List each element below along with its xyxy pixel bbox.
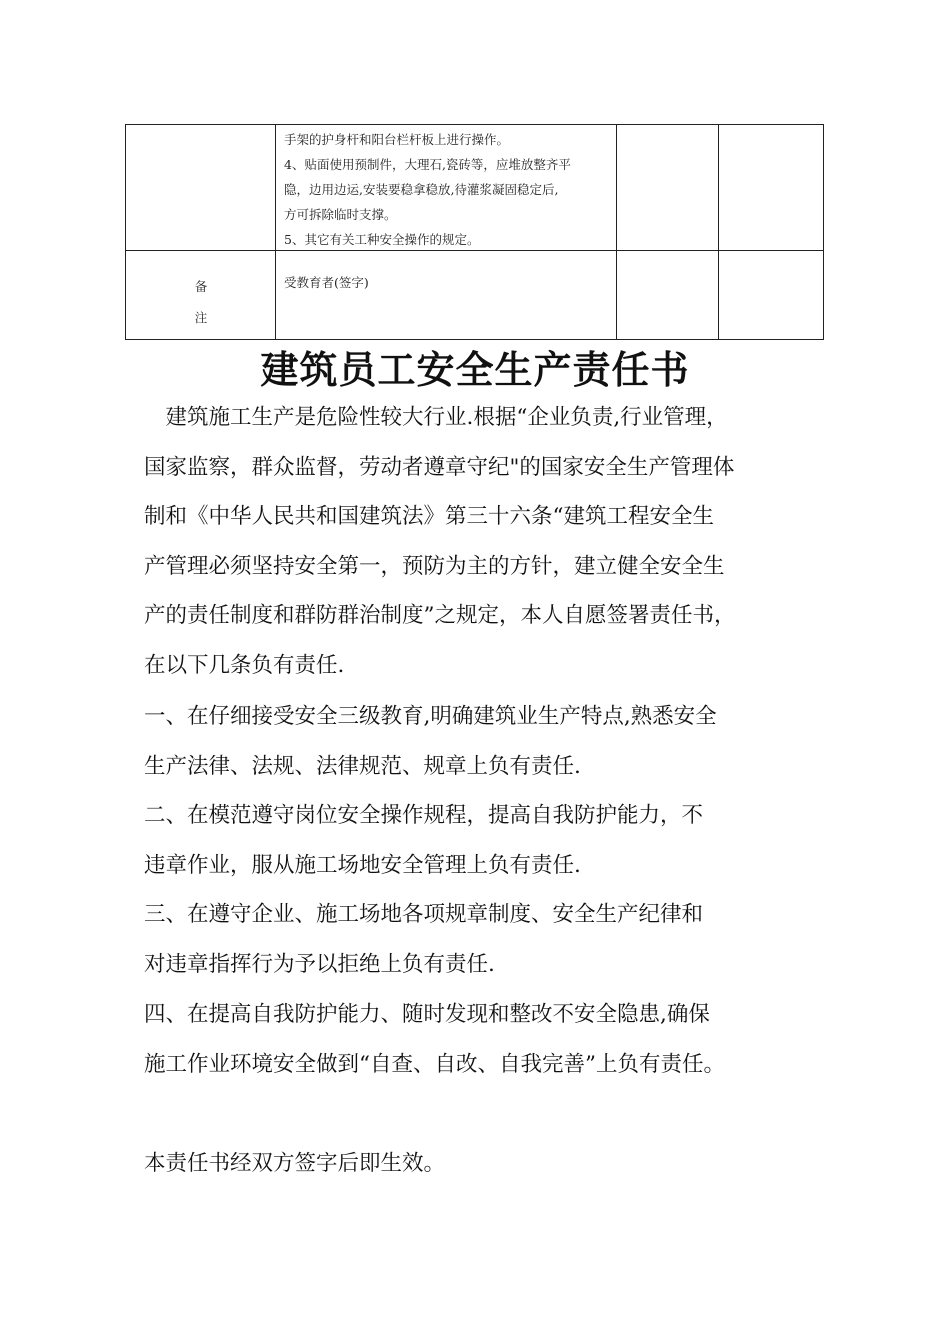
paragraph-line: 在以下几条负有责任. xyxy=(144,652,345,678)
table-text-line: 手架的护身杆和阳台栏杆板上进行操作。 xyxy=(284,132,510,147)
paragraph-line: 本责任书经双方签字后即生效。 xyxy=(144,1151,446,1176)
paragraph-line: 施工作业环境安全做到“自查、自改、自我完善”上负有责任。 xyxy=(144,1051,725,1077)
table-text-line: 隐，边用边运,安装要稳拿稳放,待灌浆凝固稳定后, xyxy=(284,182,559,197)
paragraph-line: 产的责任制度和群防群治制度”之规定，本人自愿签署责任书， xyxy=(144,603,736,628)
clause-three xyxy=(144,890,824,989)
effective-statement xyxy=(144,1139,824,1189)
clause-two xyxy=(144,791,824,890)
table-text-line: 方可拆除临时支撑。 xyxy=(284,207,397,222)
clause-four xyxy=(144,990,824,1089)
signature-cell xyxy=(284,270,614,295)
table-text-line: 4、贴面使用预制件，大理石,瓷砖等，应堆放整齐平 xyxy=(284,157,571,172)
paragraph-line: 四、在提高自我防护能力、随时发现和整改不安全隐患,确保 xyxy=(144,1002,710,1027)
signature-label: 受教育者(签字) xyxy=(284,275,369,290)
paragraph-line: 违章作业，服从施工场地安全管理上负有责任. xyxy=(144,852,581,878)
paragraph-line: 对违章指挥行为予以拒绝上负有责任. xyxy=(144,951,495,977)
paragraph-line: 二、在模范遵守岗位安全操作规程，提高自我防护能力，不 xyxy=(144,803,704,828)
education-record-table xyxy=(125,124,824,340)
safety-rules-cell xyxy=(284,127,614,252)
paragraph-line: 一、在仔细接受安全三级教育,明确建筑业生产特点,熟悉安全 xyxy=(144,704,717,729)
paragraph-line: 建筑施工生产是危险性较大行业.根据“企业负责,行业管理， xyxy=(144,405,728,430)
remark-label xyxy=(126,271,276,333)
table-text-line: 5、其它有关工种安全操作的规定。 xyxy=(284,232,480,247)
intro-paragraph xyxy=(144,393,824,690)
paragraph-line: 国家监察，群众监督，劳动者遵章守纪"的国家安全生产管理体 xyxy=(144,454,735,480)
paragraph-line: 三、在遵守企业、施工场地各项规章制度、安全生产纪律和 xyxy=(144,902,704,927)
paragraph-line: 产管理必须坚持安全第一，预防为主的方针，建立健全安全生 xyxy=(144,553,725,579)
table-column-divider xyxy=(616,125,617,339)
remark-label-char: 注 xyxy=(194,310,208,325)
clause-one xyxy=(144,692,824,791)
paragraph-line: 生产法律、法规、法律规范、规章上负有责任. xyxy=(144,753,581,779)
document-title: 建筑员工安全生产责任书 xyxy=(260,348,690,392)
remark-label-char: 备 xyxy=(194,279,208,294)
table-column-divider xyxy=(718,125,719,339)
paragraph-line: 制和《中华人民共和国建筑法》第三十六条“建筑工程安全生 xyxy=(144,504,714,529)
